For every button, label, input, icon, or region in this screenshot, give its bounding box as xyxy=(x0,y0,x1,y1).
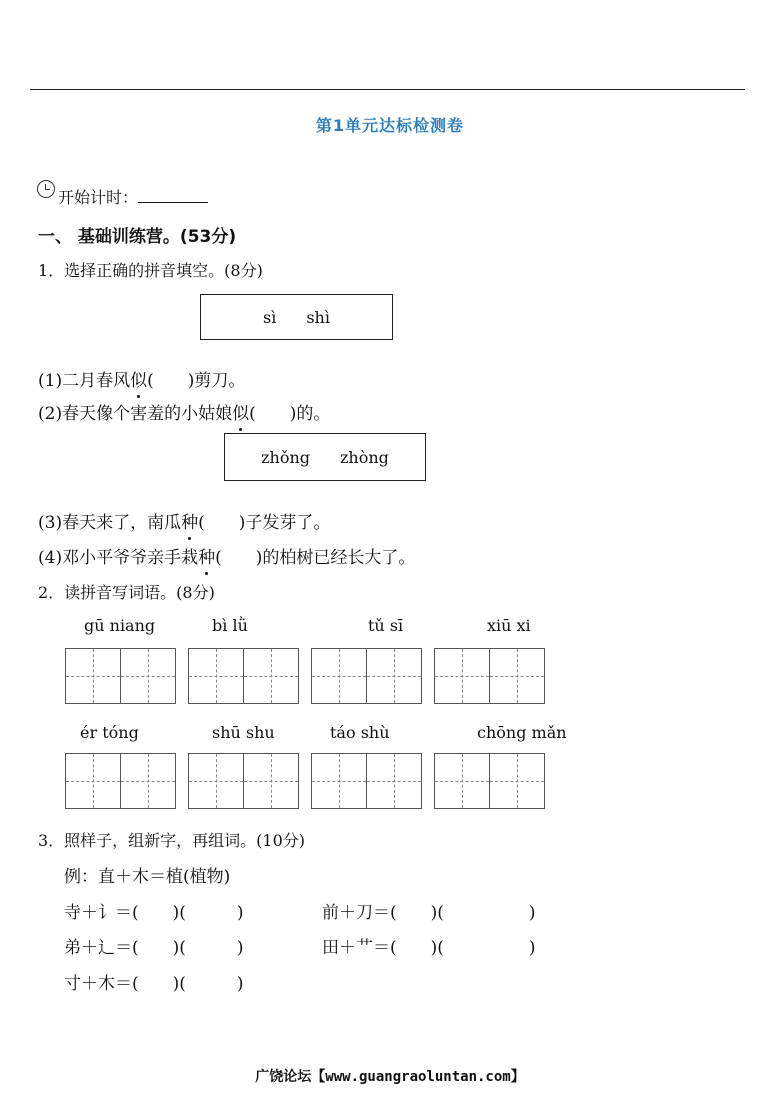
writing-grid-5 xyxy=(65,753,175,809)
item-number: (2) xyxy=(38,404,63,424)
top-rule xyxy=(30,89,745,90)
dotted-char: 种 xyxy=(198,548,216,568)
item-blank-text[interactable]: ( )的柏树已经长大了。 xyxy=(215,548,416,568)
timer-row xyxy=(58,185,208,208)
q1-prompt: 1．选择正确的拼音填空。(8分) xyxy=(38,261,263,280)
writing-grid-7 xyxy=(311,753,421,809)
pinyin-label: bì lǜ xyxy=(212,616,248,635)
dotted-char: 种 xyxy=(181,513,199,533)
tianzige-cell[interactable] xyxy=(243,648,299,704)
q3-item[interactable]: 寺＋讠＝( )( ) xyxy=(64,903,244,923)
tianzige-cell[interactable] xyxy=(366,753,422,809)
q1-item-2 xyxy=(38,399,330,424)
item-blank-text[interactable]: ( )的。 xyxy=(249,404,331,424)
q3-item[interactable]: 田＋艹＝( )( ) xyxy=(322,938,536,958)
q3-item[interactable]: 前＋刀＝( )( ) xyxy=(322,903,536,923)
tianzige-cell[interactable] xyxy=(489,753,545,809)
pinyin-label: gū niang xyxy=(84,616,156,635)
footer-source: 广饶论坛【www.guangraoluntan.com】 xyxy=(255,1069,525,1085)
item-number: (4) xyxy=(38,548,63,568)
clock-icon xyxy=(37,180,55,198)
pinyin-option: zhǒng xyxy=(261,447,310,467)
tianzige-cell[interactable] xyxy=(489,648,545,704)
q3-item[interactable]: 弟＋辶＝( )( ) xyxy=(64,938,244,958)
timer-label: 开始计时： xyxy=(58,188,139,207)
pinyin-option: sì xyxy=(263,307,277,327)
tianzige-cell[interactable] xyxy=(65,648,121,704)
item-text: 二月春风 xyxy=(62,371,131,391)
tianzige-cell[interactable] xyxy=(311,753,367,809)
item-blank-text[interactable]: ( )子发芽了。 xyxy=(198,513,331,533)
section-heading: 一、 基础训练营。(53分) xyxy=(38,227,237,247)
item-text: 春天像个害羞的小姑娘 xyxy=(62,404,233,424)
item-text: 春天来了，南瓜 xyxy=(62,513,182,533)
q3-item[interactable]: 寸＋木＝( )( ) xyxy=(64,974,244,994)
pinyin-choice-box-1 xyxy=(200,294,393,340)
item-number: (3) xyxy=(38,513,63,533)
q2-prompt: 2．读拼音写词语。(8分) xyxy=(38,583,215,602)
pinyin-choice-box-2 xyxy=(224,433,426,481)
pinyin-label: xiū xi xyxy=(487,616,531,635)
q3-example: 例：直＋木＝植(植物) xyxy=(64,867,231,887)
writing-grid-2 xyxy=(188,648,298,704)
pinyin-label: táo shù xyxy=(330,723,390,742)
tianzige-cell[interactable] xyxy=(188,753,244,809)
tianzige-cell[interactable] xyxy=(434,753,490,809)
writing-grid-3 xyxy=(311,648,421,704)
tianzige-cell[interactable] xyxy=(120,753,176,809)
tianzige-cell[interactable] xyxy=(366,648,422,704)
pinyin-label: tǔ sī xyxy=(368,616,404,635)
tianzige-cell[interactable] xyxy=(65,753,121,809)
pinyin-label: chōng mǎn xyxy=(477,723,567,742)
writing-grid-4 xyxy=(434,648,544,704)
q1-item-1 xyxy=(38,366,245,391)
page-title: 第1单元达标检测卷 xyxy=(315,116,465,135)
tianzige-cell[interactable] xyxy=(120,648,176,704)
q1-item-4 xyxy=(38,543,415,568)
dotted-char: 似 xyxy=(232,404,250,424)
dotted-char: 似 xyxy=(130,371,148,391)
pinyin-option: shì xyxy=(306,307,330,327)
writing-grid-1 xyxy=(65,648,175,704)
q1-item-3 xyxy=(38,508,330,533)
item-number: (1) xyxy=(38,371,63,391)
timer-blank[interactable] xyxy=(138,188,208,203)
pinyin-label: ér tóng xyxy=(80,723,139,742)
item-blank-text[interactable]: ( )剪刀。 xyxy=(147,371,246,391)
tianzige-cell[interactable] xyxy=(434,648,490,704)
q3-prompt: 3．照样子，组新字，再组词。(10分) xyxy=(38,831,306,850)
item-text: 邓小平爷爷亲手栽 xyxy=(62,548,199,568)
writing-grid-6 xyxy=(188,753,298,809)
tianzige-cell[interactable] xyxy=(243,753,299,809)
writing-grid-8 xyxy=(434,753,544,809)
tianzige-cell[interactable] xyxy=(311,648,367,704)
pinyin-label: shū shu xyxy=(212,723,275,742)
tianzige-cell[interactable] xyxy=(188,648,244,704)
pinyin-option: zhòng xyxy=(340,447,389,467)
